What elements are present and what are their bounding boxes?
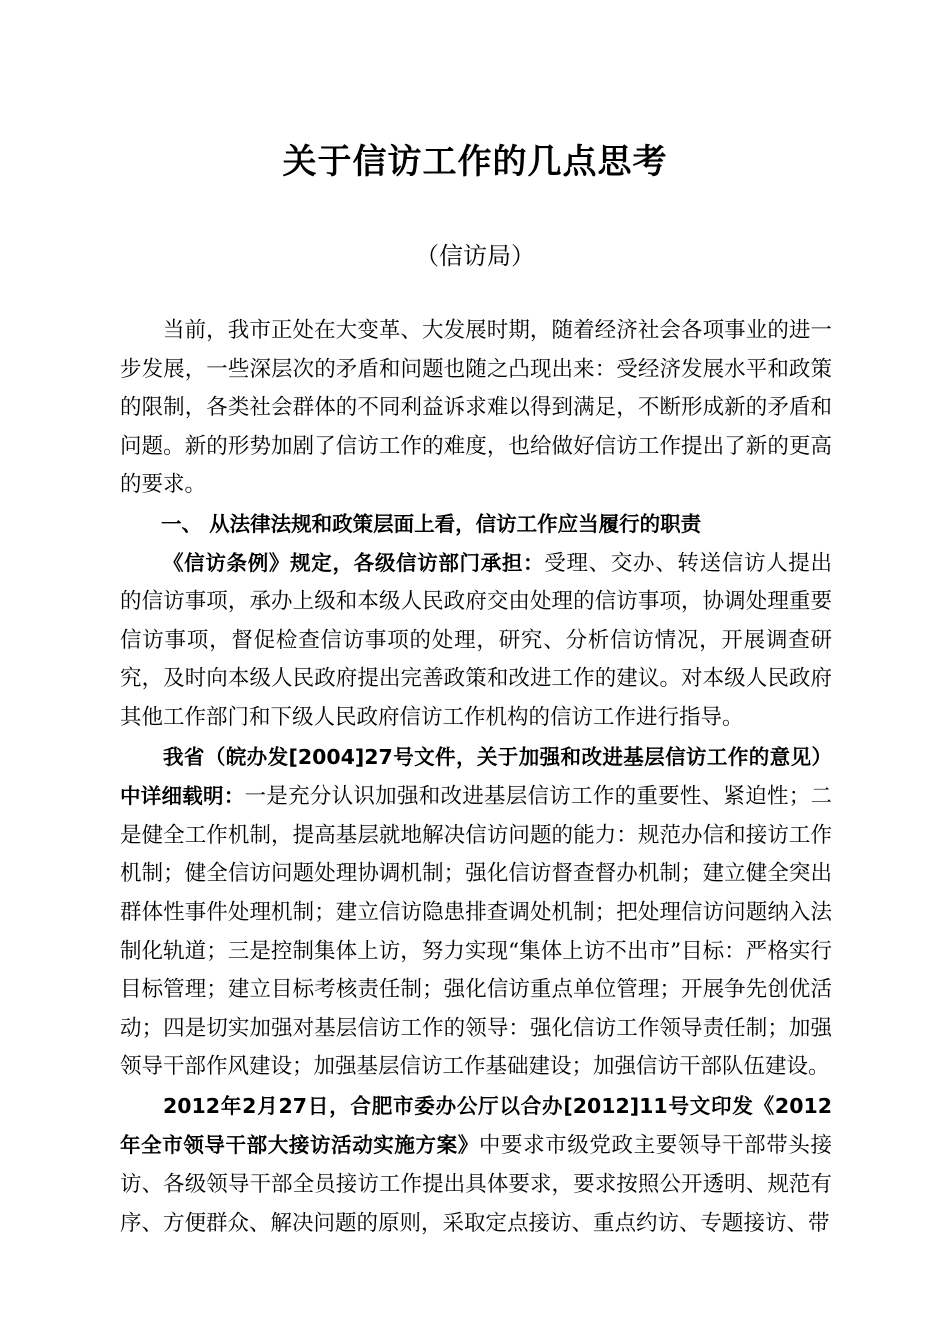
paragraph-intro-text: 当前，我市正处在大变革、大发展时期，随着经济社会各项事业的进一步发展，一些深层次的矛盾和问题也随之凸现出来：受经济发展水平和政策的限制，各类社会群体的不同利益诉求难以得到满足，不断形成新的矛盾和问题。新的形势加剧了信访工作的难度，也给做好信访工作提出了新的更高的要求。: [120, 318, 832, 498]
document-title: 关于信访工作的几点思考: [282, 142, 668, 182]
section-heading-1: [120, 505, 832, 544]
paragraph-regulation: [120, 544, 832, 738]
paragraph-regulation-lead: 《信访条例》规定，各级信访部门承担：: [163, 550, 545, 575]
paragraph-hefei-text: 中要求市级党政主要领导干部带头接访、各级领导干部全员接访工作提出具体要求，要求按照公开透明、规范有序、方便群众、解决问题的原则，采取定点接访、重点约访、专题接访、带: [120, 1133, 832, 1236]
paragraph-province: [120, 738, 832, 1087]
paragraph-hefei: [120, 1087, 832, 1243]
document-body: [120, 312, 832, 1243]
paragraph-regulation-text: 受理、交办、转送信访人提出的信访事项，承办上级和本级人民政府交由处理的信访事项，协调处理重要信访事项，督促检查信访事项的处理，研究、分析信访情况，开展调查研究，及时向本级人民政府提出完善政策和改进工作的建议。对本级人民政府其他工作部门和下级人民政府信访工作机构的信访工作进行指导。: [120, 550, 832, 730]
paragraph-hefei-lead: 2012年2月27日，合肥市委办公厅以合办[2012]11号文印发《2012年全市领导干部大接访活动实施方案》: [120, 1093, 832, 1158]
paragraph-intro: [120, 312, 832, 505]
paragraph-province-lead: 我省（皖办发[2004]27号文件，关于加强和改进基层信访工作的意见）中详细载明：: [120, 744, 832, 809]
paragraph-province-text: 一是充分认识加强和改进基层信访工作的重要性、紧迫性；二是健全工作机制，提高基层就地解决信访问题的能力：规范办信和接访工作机制；健全信访问题处理协调机制；强化信访督查督办机制；建立健全突出群体性事件处理机制；建立信访隐患排查调处机制；把处理信访问题纳入法制化轨道；三是控制集体上访，努力实现“集体上访不出市”目标：严格实行目标管理；建立目标考核责任制；强化信访重点单位管理；开展争先创优活动；四是切实加强对基层信访工作的领导：强化信访工作领导责任制；加强领导干部作风建设；加强基层信访工作基础建设；加强信访干部队伍建设。: [120, 784, 832, 1080]
section-heading-1-text: 一、 从法律法规和政策层面上看，信访工作应当履行的职责: [161, 511, 702, 536]
document-author: （信访局）: [415, 242, 535, 270]
